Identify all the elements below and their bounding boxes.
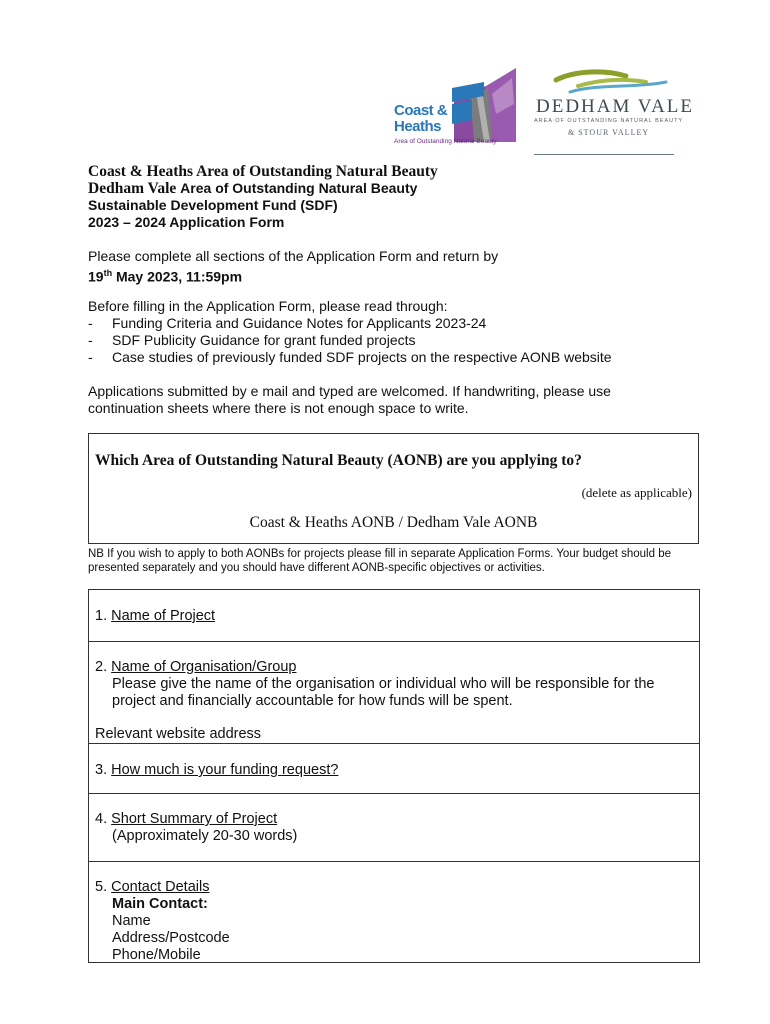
aonb-options[interactable]: Coast & Heaths AONB / Dedham Vale AONB [249, 514, 538, 531]
form-sections [88, 589, 700, 963]
header-line2-rest: Area of Outstanding Natural Beauty [180, 180, 418, 196]
aonb-selection-box [88, 433, 699, 544]
header-line1: Coast & Heaths Area of Outstanding Natural Beauty [88, 163, 438, 180]
website-label: Relevant website address [95, 726, 262, 742]
reading-item: - Funding Criteria and Guidance Notes for Applicants 2023-24 [88, 315, 487, 331]
section-number: 4. [95, 811, 108, 827]
contact-field-address: Address/Postcode [112, 930, 230, 946]
coast-heaths-logo [392, 64, 517, 148]
coast-heaths-tagline: Area of Outstanding Natural Beauty [394, 138, 497, 145]
section-help: (Approximately 20-30 words) [112, 828, 298, 844]
coast-heaths-line2: Heaths [394, 118, 442, 135]
reading-list [88, 298, 612, 366]
section-title: How much is your funding request? [111, 762, 339, 778]
aonb-delete-note: (delete as applicable) [581, 485, 692, 500]
section-organisation[interactable] [89, 642, 699, 744]
dedham-vale-stour: & STOUR VALLEY [568, 128, 650, 137]
section-help-line1: Please give the name of the organisation or individual who will be responsible for the [112, 676, 655, 692]
intro-paragraph [88, 248, 498, 286]
section-number: 1. [95, 608, 108, 624]
deadline-day: 19 [88, 268, 104, 285]
coast-heaths-line1: Coast & [394, 102, 448, 119]
deadline [88, 265, 498, 286]
reading-item: - Case studies of previously funded SDF projects on the respective AONB website [88, 349, 612, 365]
reading-item-text: Case studies of previously funded SDF projects on the respective AONB website [112, 349, 612, 365]
section-contact-details[interactable] [89, 862, 699, 962]
section-help-line2: project and financially accountable for how funds will be spent. [112, 693, 513, 709]
dedham-vale-title: DEDHAM VALE [536, 96, 694, 117]
reading-item: - SDF Publicity Guidance for grant funded projects [88, 332, 416, 348]
section-project-name[interactable] [89, 590, 699, 642]
submission-note [88, 383, 611, 417]
section-number: 5. [95, 879, 108, 895]
header-line3: Sustainable Development Fund (SDF) [88, 197, 338, 213]
reading-item-text: SDF Publicity Guidance for grant funded projects [112, 332, 416, 348]
logos-area [366, 52, 694, 152]
deadline-sup: th [103, 268, 113, 278]
dedham-vale-landscape-icon [526, 66, 676, 96]
reading-item-text: Funding Criteria and Guidance Notes for Applicants 2023-24 [112, 315, 487, 331]
header-line4: 2023 – 2024 Application Form [88, 214, 285, 230]
form-header [88, 163, 438, 231]
section-title: Name of Project [111, 608, 216, 624]
section-number: 2. [95, 659, 108, 675]
main-contact-label: Main Contact: [112, 896, 208, 912]
dedham-vale-rule [534, 154, 674, 155]
dedham-vale-subtitle: AREA OF OUTSTANDING NATURAL BEAUTY [534, 118, 684, 124]
contact-field-name: Name [112, 913, 151, 929]
section-number: 3. [95, 762, 108, 778]
section-title: Short Summary of Project [111, 811, 278, 827]
deadline-rest: May 2023, 11:59pm [115, 268, 243, 285]
contact-field-phone: Phone/Mobile [112, 947, 201, 963]
aonb-question: Which Area of Outstanding Natural Beauty (AONB) are you applying to? [95, 452, 582, 469]
submission-line2: continuation sheets where there is not enough space to write. [88, 400, 469, 416]
intro-text: Please complete all sections of the Application Form and return by [88, 248, 499, 264]
header-line2 [88, 180, 438, 197]
reading-lead: Before filling in the Application Form, please read through: [88, 298, 448, 314]
section-project-summary[interactable] [89, 794, 699, 862]
nb-note: NB If you wish to apply to both AONBs for projects please fill in separate Application Forms. Your budget should be presented separately and you should have different AONB-specific objectives or activities. [88, 548, 671, 574]
submission-line1: Applications submitted by e mail and typed are welcomed. If handwriting, please use [88, 383, 611, 399]
header-line2-name: Dedham Vale [88, 180, 177, 197]
section-title: Name of Organisation/Group [111, 659, 297, 675]
section-title: Contact Details [111, 879, 210, 895]
dedham-vale-logo [526, 66, 694, 146]
section-funding-request[interactable] [89, 744, 699, 794]
